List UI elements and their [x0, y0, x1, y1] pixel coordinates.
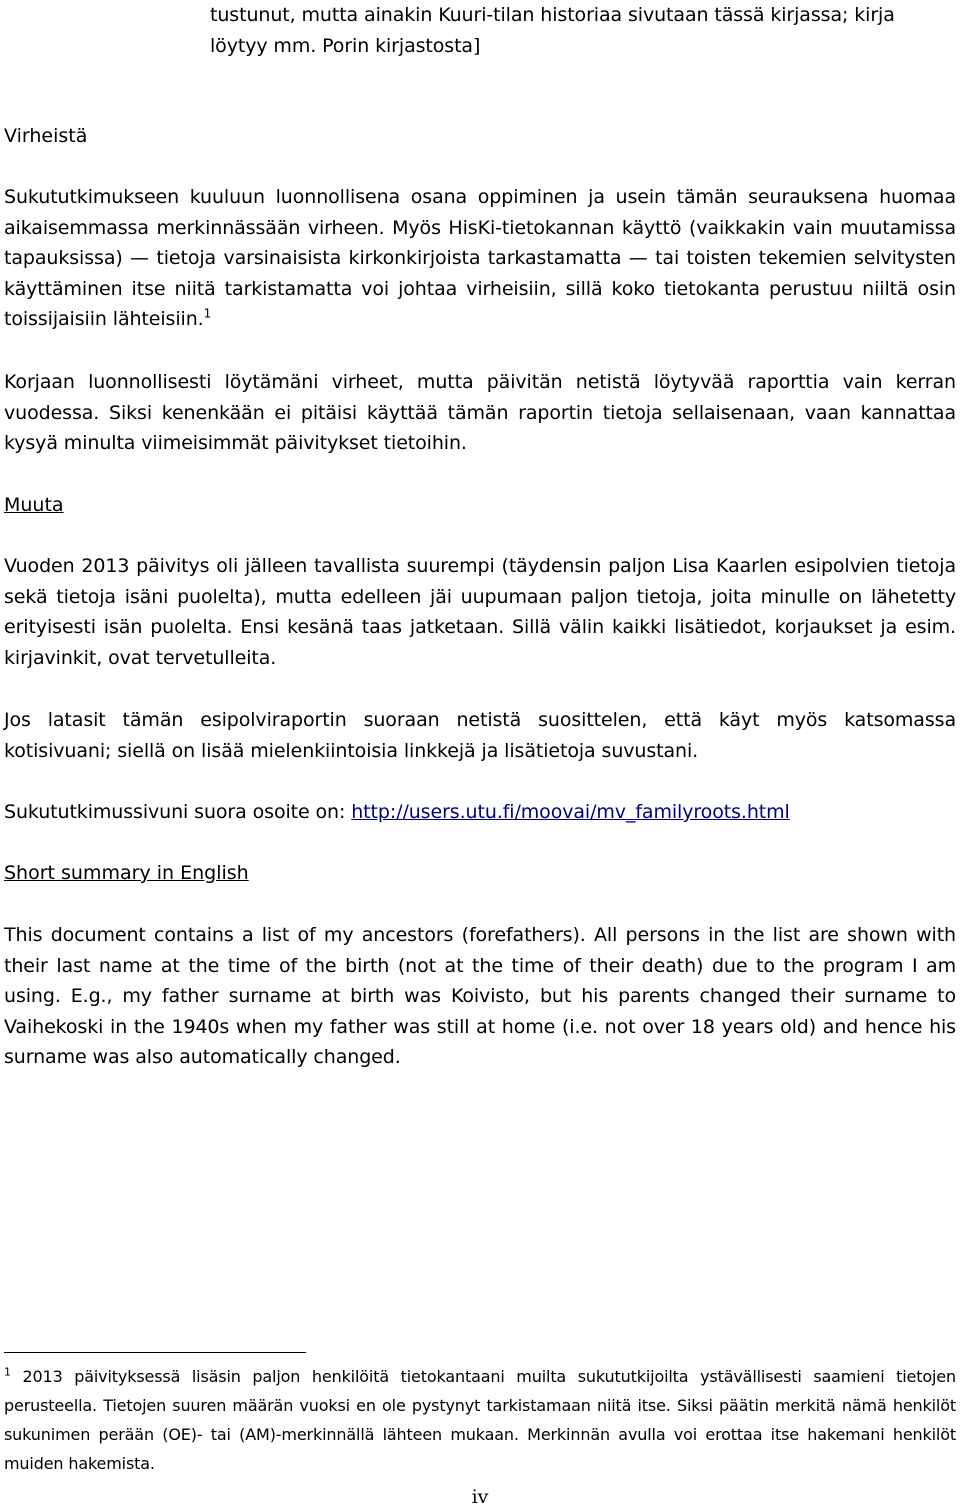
section-heading-english-summary: Short summary in English: [4, 862, 249, 884]
footnote-text: 2013 päivityksessä lisäsin paljon henkilöitä tietokantaani muilta sukututkijoilta ystävällisesti saamieni tietojen perusteella. Tietojen suuren määrän vuoksi en ole pystynyt tarkistamaan niitä itse. Siksi päätin merkitä nämä henkilöt sukunimen perään (OE)- tai (AM)-merkinnällä lähteen mukaan. Merkinnän avulla voi erottaa itse hakemani henkilöt muiden hakemista.: [4, 1367, 956, 1473]
virheista-paragraph-2: Korjaan luonnollisesti löytämäni virheet, mutta päivitän netistä löytyvää raporttia vain kerran vuodessa. Siksi kenenkään ei pitäisi käyttää tämän raportin tietoja sellaisenaan, vaan kannattaa kysyä minulta viimeisimmät päivitykset tietoihin.: [4, 371, 956, 454]
virheista-paragraph-1-text: Sukututkimukseen kuuluun luonnollisena osana oppiminen ja usein tämän seurauksena huomaa aikaisemmassa merkinnässään virheen. Myös HisKi-tietokannan käyttö (vaikkakin vain muutamissa tapauksissa) — tietoja varsinaisista kirkonkirjoista tarkastamatta — tai toisten tekemien selvitysten käyttäminen itse niitä tarkistamatta voi johtaa virheisiin, sillä koko tietokanta perustuu niiltä osin toissijaisiin lähteisiin.: [4, 186, 956, 330]
page-number: iv: [471, 1486, 489, 1508]
muuta-paragraph-2: Jos latasit tämän esipolviraportin suoraan netistä suosittelen, että käyt myös katsomassa kotisivuani; siellä on lisää mielenkiintoisia linkkejä ja lisätietoja suvustani.: [4, 709, 956, 762]
footnote: [4, 1362, 956, 1478]
footnote-reference[interactable]: 1: [203, 306, 212, 321]
muuta-paragraph-1: Vuoden 2013 päivitys oli jälleen tavallista suurempi (täydensin paljon Lisa Kaarlen esipolvien tietoja sekä tietoja isäni puolelta), mutta edelleen jäi uupumaan paljon tietoja, joita minulle on lähetetty erityisesti isän puolelta. Ensi kesänä taas jatketaan. Sillä välin kaikki lisätiedot, korjaukset ja esim. kirjavinkit, ovat tervetulleita.: [4, 555, 956, 669]
virheista-paragraph-1: [4, 182, 956, 335]
footnote-separator: [4, 1352, 306, 1353]
section-heading-muuta: Muuta: [4, 494, 64, 516]
footnote-mark: 1: [4, 1365, 11, 1379]
continuation-paragraph: tustunut, mutta ainakin Kuuri-tilan historiaa sivutaan tässä kirjassa; kirja löytyy mm. Porin kirjastosta]: [210, 4, 895, 57]
english-summary-paragraph: This document contains a list of my ancestors (forefathers). All persons in the list are shown with their last name at the time of the birth (not at the time of their death) due to the program I am using. E.g., my father surname at birth was Koivisto, but his parents changed their surname to Vaihekoski in the 1940s when my father was still at home (i.e. not over 18 years old) and hence his surname was also automatically changed.: [4, 924, 956, 1068]
muuta-paragraph-3: [4, 797, 956, 828]
section-heading-virheista: Virheistä: [4, 125, 88, 147]
homepage-link[interactable]: http://users.utu.fi/moovai/mv_familyroots.html: [351, 801, 790, 823]
homepage-address-label: Sukututkimussivuni suora osoite on:: [4, 801, 352, 823]
